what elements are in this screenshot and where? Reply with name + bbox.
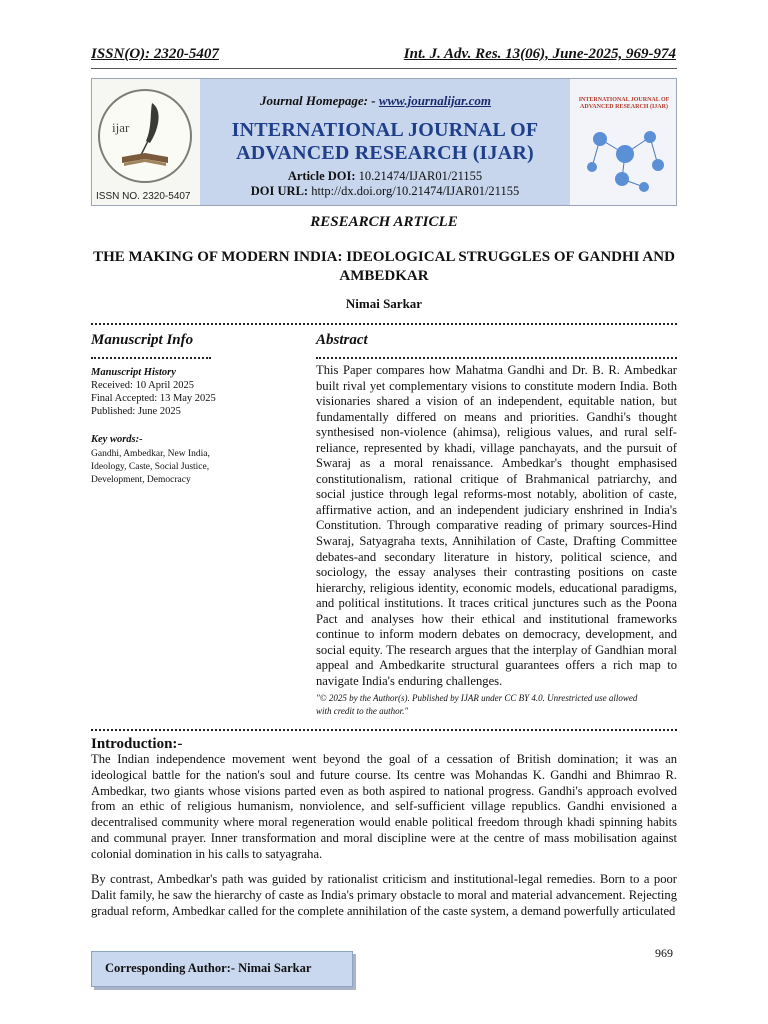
dotted-divider [91, 357, 211, 359]
doi-label: Article DOI: [287, 169, 356, 183]
page-number: 969 [655, 946, 673, 960]
header-rule [91, 68, 677, 69]
journal-title-line2: ADVANCED RESEARCH (IJAR) [236, 142, 534, 164]
author-name: Nimai Sarkar [345, 296, 423, 311]
logo-wordmark: ijar [112, 120, 130, 135]
manuscript-history-heading: Manuscript History [91, 367, 176, 378]
abstract-heading: Abstract [316, 332, 368, 348]
corresponding-author-box [91, 951, 353, 987]
dotted-divider [91, 323, 677, 325]
journal-banner [91, 78, 677, 206]
corresponding-author: Corresponding Author:- Nimai Sarkar [105, 961, 312, 975]
journal-logo [98, 89, 192, 183]
running-header-citation: Int. J. Adv. Res. 13(06), June-2025, 969-974 [403, 46, 676, 62]
dotted-divider [316, 357, 677, 359]
license-line: with credit to the author." [316, 706, 409, 716]
doi-value: 10.21474/IJAR01/21155 [358, 169, 483, 183]
cover-journal-title: INTERNATIONAL JOURNAL OF ADVANCED RESEARCH (IJAR) [578, 97, 670, 110]
paper-title: THE MAKING OF MODERN INDIA: IDEOLOGICAL STRUGGLES OF GANDHI AND AMBEDKAR [93, 249, 675, 284]
running-header-issn: ISSN(O): 2320-5407 [91, 46, 219, 62]
quill-book-icon [100, 91, 190, 181]
intro-paragraph: The Indian independence movement went beyond the goal of a cessation of British domination; it was an ideological battle for the nation's soul and future course. Its centre was Mohandas K. Gandhi and Bhimrao R. Ambedkar, two giants whose visions parted even as both aspired to national progress. Gandhi's approach evolved from an ethic of religious humanism, nonviolence, and self-sufficient village republics. Gandhi envisioned a decentralised community where moral regeneration would enable political freedom through khadi spinning habits and communal prayer. Inner transformation and moral discipline were at the centre of mass mobilisation against colonial domination in his calls to satyagraha. [91, 752, 677, 861]
keywords-heading: Key words:- [91, 434, 143, 445]
journal-logo-panel [92, 79, 201, 205]
article-type: RESEARCH ARTICLE [310, 214, 458, 230]
doi-url-link[interactable]: http://dx.doi.org/10.21474/IJAR01/21155 [311, 184, 520, 198]
doi-url [200, 184, 570, 199]
abstract-text: This Paper compares how Mahatma Gandhi and Dr. B. R. Ambedkar built rival yet complementary visions to constitute modern India. Both visionaries shared a vision of an independent, equitable nation, but fundamentally differed on means and priorities. Gandhi's thought synthesised non-violence (ahimsa), religious values, and rural self-reliance, represented by khadi, village panchayats, and the pursuit of Swaraj as a moral renaissance. Ambedkar's thought emphasised constitutionalism, rational critique of Brahmanical patriarchy, and social justice through legal reforms-most notably, abolition of caste, affirmative action, and an independent judiciary enshrined in India's Constitution. Through comparative reading of primary sources-Hind Swaraj, Satyagraha texts, Annihilation of Caste, Drafting Committee debates-and secondary literature in history, political science, and sociology, the essay analyses their contrasting positions on caste hierarchy, religious identity, economic models, educational paradigms, and political institutions. It traces critical junctures such as the Poona Pact and analyses how their ethical and institutional frameworks continue to inform modern debates on democracy, development, and social equity. The research argues that the interplay of Gandhian moral appeal and Ambedkarite structural guarantees offers a rich map to navigate India's enduring challenges. [316, 363, 677, 688]
license-note [316, 692, 677, 718]
intro-paragraph: By contrast, Ambedkar's path was guided by rationalist criticism and institutional-legal remedies. Born to a poor Dalit family, he saw the hierarchy of caste as India's primary obstacle to moral and material advancement. Rejecting gradual reform, Ambedkar called for the complete annihilation of the caste system, a demand powerfully articulated [91, 872, 677, 918]
doi-url-label: DOI URL: [250, 184, 309, 198]
published-date: Published: June 2025 [91, 406, 181, 417]
homepage-link[interactable]: www.journalijar.com [378, 93, 492, 108]
journal-homepage [260, 93, 491, 109]
keywords-list: Gandhi, Ambedkar, New India, Ideology, Caste, Social Justice, Development, Democracy [91, 449, 210, 485]
homepage-label: Journal Homepage: - [260, 93, 376, 108]
dotted-divider [91, 729, 677, 731]
introduction-heading: Introduction:- [91, 736, 183, 752]
article-doi [200, 169, 570, 184]
manuscript-info-heading: Manuscript Info [91, 332, 194, 348]
accepted-date: Final Accepted: 13 May 2025 [91, 393, 216, 404]
received-date: Received: 10 April 2025 [91, 380, 194, 391]
license-line: "© 2025 by the Author(s). Published by IJAR under CC BY 4.0. Unrestricted use allowed [316, 693, 638, 703]
banner-issn: ISSN NO. 2320-5407 [96, 191, 191, 202]
journal-title-line1: INTERNATIONAL JOURNAL OF [231, 119, 539, 141]
